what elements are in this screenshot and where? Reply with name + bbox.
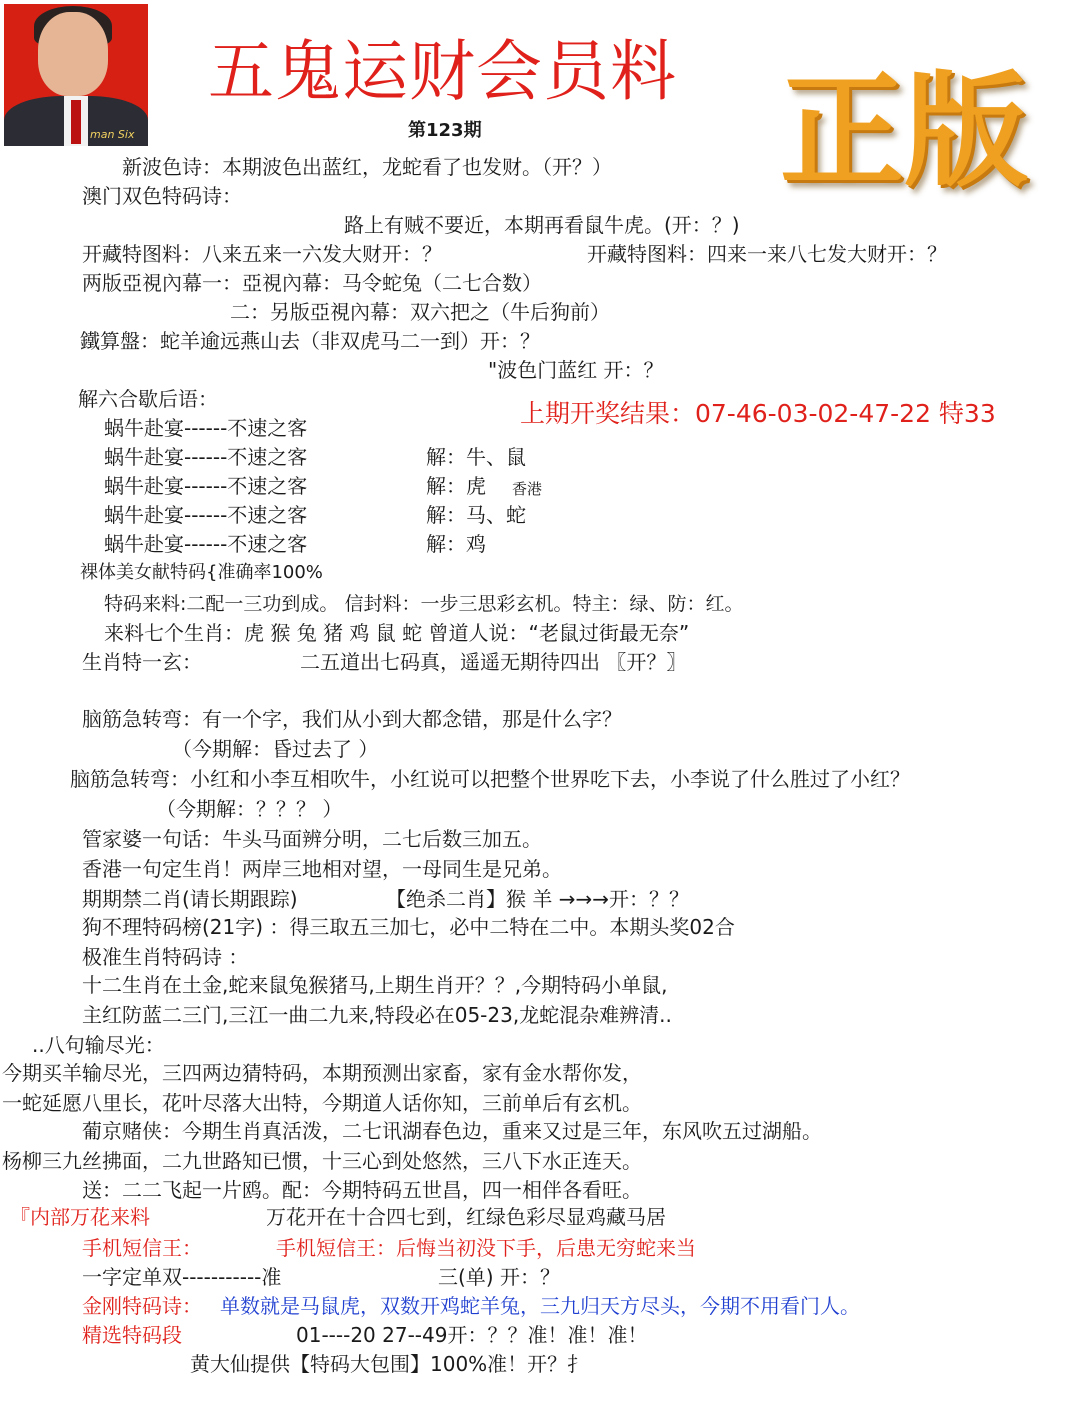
riddle-line: 蜗牛赴宴------不速之客	[104, 503, 308, 527]
selected-range-label: 精选特码段	[82, 1323, 182, 1347]
last-draw-result: 上期开奖结果：07-46-03-02-47-22 特33	[520, 399, 996, 428]
gou-bu-li-chart: 狗不理特码榜(21字) ：得三取五三加七，必中二特在二中。本期头奖02合	[82, 915, 735, 939]
page-title: 五鬼运财会员料	[208, 33, 677, 110]
selected-range-text: 01----20 27--49开：？？准！准！准！	[296, 1323, 648, 1347]
casino-poem-two: 杨柳三九丝拂面，二九世路知已惯，十三心到处悠然，三八下水正连天。	[2, 1149, 642, 1173]
riddle-header: 解六合歇后语：	[78, 387, 218, 411]
forbidden-label: 期期禁二肖(请长期跟踪)	[82, 887, 298, 911]
inner-source-text: 万花开在十合四七到，红绿色彩尽显鸡藏马居	[266, 1205, 666, 1229]
portrait-photo	[4, 4, 148, 146]
odd-even-line: 一字定单双-----------准	[82, 1265, 282, 1289]
eight-lines-title: ..八句输尽光：	[32, 1033, 165, 1057]
macau-poem-label: 澳门双色特码诗：	[82, 184, 242, 208]
brain-teaser-one: 脑筋急转弯：有一个字，我们从小到大都念错，那是什么字？	[82, 707, 622, 731]
brain-teaser-two: 脑筋急转弯：小红和小李互相吹牛，小红说可以把整个世界吃下去，小李说了什么胜过了小红？	[70, 767, 910, 791]
riddle-line: 蜗牛赴宴------不速之客	[104, 416, 308, 440]
zodiac-poem-line-one: 十二生肖在土金,蛇来鼠兔猴猪马,上期生肖开？？,今期特码小单鼠,	[82, 973, 668, 997]
vajra-poem-label: 金刚特码诗：	[82, 1294, 202, 1318]
sms-king-text: 手机短信王：后悔当初没下手，后患无穷蛇来当	[276, 1236, 696, 1260]
portrait-tag: man Six	[90, 128, 135, 141]
zodiac-list: 来料七个生肖：虎 猴 兔 猪 鸡 鼠 蛇 曾道人说：“老鼠过街最无奈”	[104, 621, 690, 645]
authentic-stamp: 正版	[780, 59, 1029, 204]
sms-king-label: 手机短信王：	[82, 1236, 202, 1260]
issue-number: 第123期	[408, 120, 482, 141]
zodiac-mystery-text: 二五道出七码真，遥遥无期待四出 〖开？〗	[300, 650, 687, 674]
odd-even-answer: 三(单) 开：？	[438, 1265, 560, 1289]
wave-color-poem: 新波色诗：本期波色出蓝红，龙蛇看了也发财。（开？）	[122, 155, 612, 179]
zodiac-mystery-label: 生肖特一玄：	[82, 650, 202, 674]
special-code-source: 特码来料:二配一三功到成。 信封料：一步三思彩玄机。特主：绿、防：红。	[104, 593, 744, 615]
vajra-poem-text: 单数就是马鼠虎，双数开鸡蛇羊兔，三九归天方尽头，今期不用看门人。	[220, 1294, 860, 1318]
eight-lines-one: 今期买羊输尽光，三四两边猜特码，本期预测出家畜，家有金水帮你发，	[2, 1061, 642, 1085]
wave-door-line: "波色门蓝红 开：？	[488, 358, 664, 382]
forbidden-zodiacs: 【绝杀二肖】猴 羊 →→→开：？？	[386, 887, 689, 911]
wong-tai-sin-line: 黄大仙提供【特码大包围】100%准！开？扌	[190, 1352, 588, 1376]
special-code-title: 裸体美女献特码{准确率100%	[80, 562, 323, 583]
brain-teaser-answer-two: （今期解：？？？ ）	[156, 797, 343, 821]
send-line: 送：二二飞起一片鸥。配：今期特码五世昌，四一相伴各看旺。	[82, 1178, 642, 1202]
macau-poem-text: 路上有贼不要近，本期再看鼠牛虎。(开：？)	[344, 213, 740, 237]
riddle-line: 蜗牛赴宴------不速之客	[104, 532, 308, 556]
riddle-answer: 解：马、蛇	[426, 503, 526, 527]
hongkong-zodiac-line: 香港一句定生肖！两岸三地相对望，一母同生是兄弟。	[82, 857, 562, 881]
casino-poem-one: 葡京赌侠：今期生肖真活泼，二七讯湖春色边，重来又过是三年，东风吹五过湖船。	[82, 1119, 822, 1143]
riddle-line: 蜗牛赴宴------不速之客	[104, 445, 308, 469]
hidden-chart-a: 开藏特图料：八来五来一六发大财开：？	[82, 242, 442, 266]
atv-inside-one: 两版亞視內幕一：亞視內幕：马令蛇兔（二七合数）	[82, 271, 542, 295]
riddle-line: 蜗牛赴宴------不速之客	[104, 474, 308, 498]
abacus-line: 鐵算盤：蛇羊逾远燕山去（非双虎马二一到）开：？	[80, 329, 540, 353]
inner-source-label: 『内部万花来料	[10, 1205, 150, 1229]
eight-lines-two: 一蛇延愿八里长，花叶尽落大出特，今期道人话你知，三前单后有玄机。	[2, 1091, 642, 1115]
housekeeper-line: 管家婆一句话：牛头马面辨分明，二七后数三加五。	[82, 827, 542, 851]
zodiac-poem-line-two: 主红防蓝二三门,三江一曲二九来,特段必在05-23,龙蛇混杂难辨清..	[82, 1003, 672, 1027]
hongkong-tag: 香港	[512, 480, 543, 498]
riddle-answer: 解：鸡	[426, 532, 486, 556]
hidden-chart-b: 开藏特图料：四来一来八七发大财开：？	[587, 242, 947, 266]
riddle-answer: 解：牛、鼠	[426, 445, 526, 469]
zodiac-poem-label: 极准生肖特码诗 ：	[82, 945, 249, 969]
brain-teaser-answer-one: （今期解：昏过去了 ）	[172, 737, 379, 761]
atv-inside-two: 二：另版亞視內幕：双六把之（牛后狗前）	[230, 300, 610, 324]
riddle-answer: 解：虎	[426, 474, 486, 498]
